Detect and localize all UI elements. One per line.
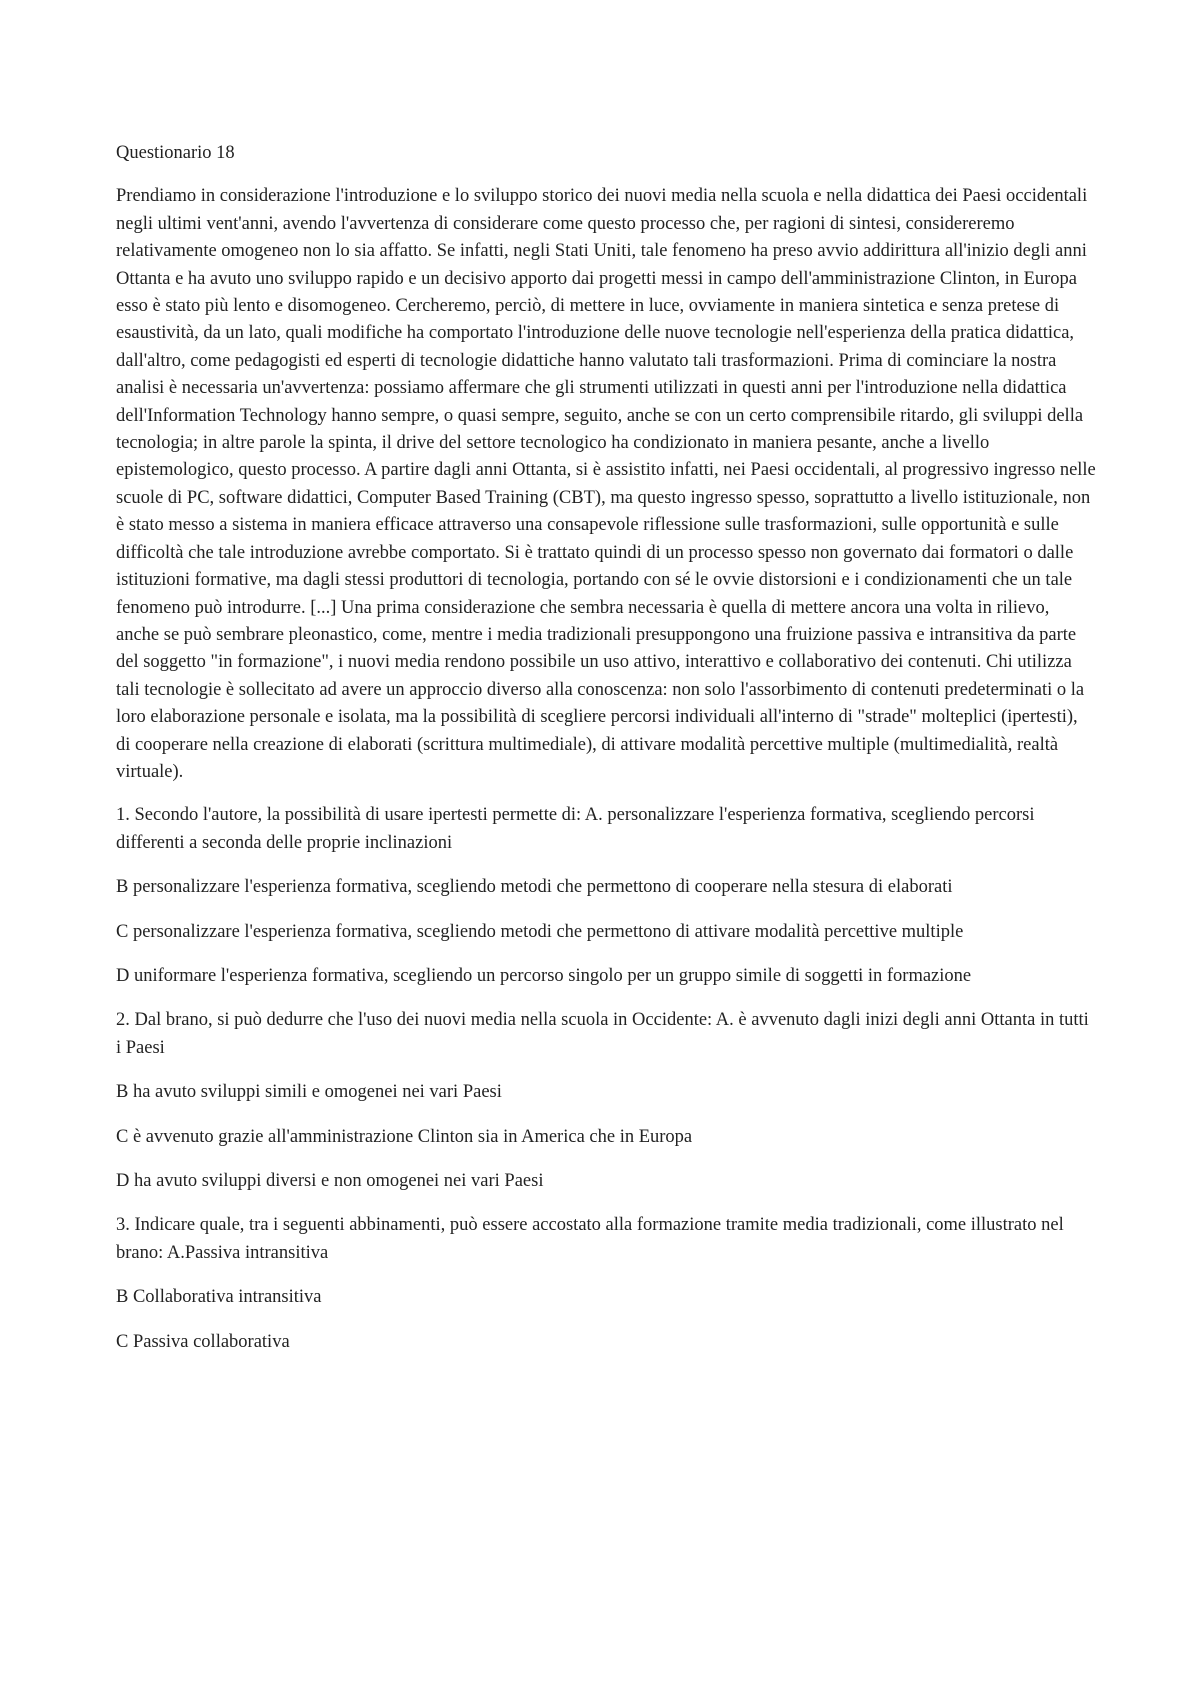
question-3-option-b: B Collaborativa intransitiva bbox=[116, 1287, 322, 1308]
question-3-option-c: C Passiva collaborativa bbox=[116, 1331, 290, 1352]
question-2-option-a: 2. Dal brano, si può dedurre che l'uso dei nuovi media nella scuola in Occidente: A. è avvenuto dagli inizi degli anni Ottanta in tutti i Paesi bbox=[116, 1010, 1089, 1058]
document-page bbox=[116, 140, 1096, 1373]
question-1-option-a: 1. Secondo l'autore, la possibilità di usare ipertesti permette di: A. personalizzare l'esperienza formativa, scegliendo percorsi differenti a seconda delle proprie inclinazioni bbox=[116, 805, 1035, 853]
document-title: Questionario 18 bbox=[116, 143, 235, 163]
question-1-option-d: D uniformare l'esperienza formativa, scegliendo un percorso singolo per un gruppo simile di soggetti in formazione bbox=[116, 965, 972, 986]
question-1-option-c: C personalizzare l'esperienza formativa, scegliendo metodi che permettono di attivare modalità percettive multiple bbox=[116, 921, 964, 942]
question-2-option-b: B ha avuto sviluppi simili e omogenei nei vari Paesi bbox=[116, 1082, 502, 1103]
question-2-option-d: D ha avuto sviluppi diversi e non omogenei nei vari Paesi bbox=[116, 1171, 544, 1191]
question-2-option-c: C è avvenuto grazie all'amministrazione Clinton sia in America che in Europa bbox=[116, 1126, 693, 1147]
question-1-option-b: B personalizzare l'esperienza formativa, scegliendo metodi che permettono di cooperare nella stesura di elaborati bbox=[116, 877, 953, 898]
question-3-option-a: 3. Indicare quale, tra i seguenti abbinamenti, può essere accostato alla formazione tramite media tradizionali, come illustrato nel brano: A.Passiva intransitiva bbox=[116, 1215, 1064, 1263]
reading-passage: Prendiamo in considerazione l'introduzione e lo sviluppo storico dei nuovi media nella scuola e nella didattica dei Paesi occidentali negli ultimi vent'anni, avendo l'avvertenza di considerare come questo processo che, per ragioni di sintesi, considereremo relativamente omogeneo non lo sia affatto. Se infatti, negli Stati Uniti, tale fenomeno ha preso avvio addirittura all'inizio degli anni Ottanta e ha avuto uno sviluppo rapido e un decisivo apporto dai progetti messi in campo dell'amministrazione Clinton, in Europa esso è stato più lento e disomogeneo. Cercheremo, perciò, di mettere in luce, ovviamente in maniera sintetica e senza pretese di esaustività, da un lato, quali modifiche ha comportato l'introduzione delle nuove tecnologie nell'esperienza della pratica didattica, dall'altro, come pedagogisti ed esperti di tecnologie didattiche hanno valutato tali trasformazioni. Prima di cominciare la nostra analisi è necessaria un'avvertenza: possiamo affermare che gli strumenti utilizzati in questi anni per l'introduzione nella didattica dell'Information Technology hanno sempre, o quasi sempre, seguito, anche se con un certo comprensibile ritardo, gli sviluppi della tecnologia; in altre parole la spinta, il drive del settore tecnologico ha condizionato in maniera pesante, anche a livello epistemologico, questo processo. A partire dagli anni Ottanta, si è assistito infatti, nei Paesi occidentali, al progressivo ingresso nelle scuole di PC, software didattici, Computer Based Training (CBT), ma questo ingresso spesso, soprattutto a livello istituzionale, non è stato messo a sistema in maniera efficace attraverso una consapevole riflessione sulle trasformazioni, sulle opportunità e sulle difficoltà che tale introduzione avrebbe comportato. Si è trattato quindi di un processo spesso non governato dai formatori o dalle istituzioni formative, ma dagli stessi produttori di tecnologia, portando con sé le ovvie distorsioni e i condizionamenti che un tale fenomeno può introdurre. [...] Una prima considerazione che sembra necessaria è quella di mettere ancora una volta in rilievo, anche se può sembrare pleonastico, come, mentre i media tradizionali presuppongono una fruizione passiva e intransitiva da parte del soggetto "in formazione", i nuovi media rendono possibile un uso attivo, interattivo e collaborativo dei contenuti. Chi utilizza tali tecnologie è sollecitato ad avere un approccio diverso alla conoscenza: non solo l'assorbimento di contenuti predeterminati o la loro elaborazione personale e isolata, ma la possibilità di scegliere percorsi individuali all'interno di "strade" molteplici (ipertesti), di cooperare nella creazione di elaborati (scrittura multimediale), di attivare modalità percettive multiple (multimedialità, realtà virtuale). bbox=[116, 186, 1096, 782]
